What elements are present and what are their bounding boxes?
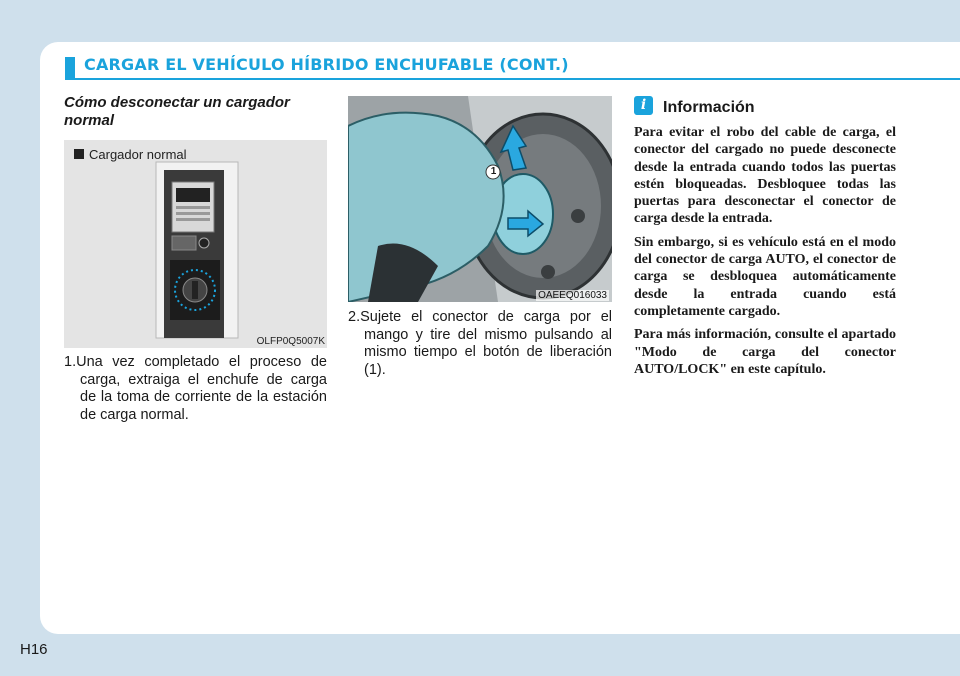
- section-heading: Cómo desconectar un cargador normal: [64, 94, 290, 129]
- header-rule: [65, 78, 960, 80]
- step-1-text: 1.Una vez completado el proceso de carga, extraiga el enchufe de carga de la toma de corriente de la estación de carga normal.: [64, 354, 327, 423]
- info-title: Información: [663, 99, 755, 116]
- page-number: H16: [20, 641, 48, 658]
- header-accent-bar: [65, 57, 75, 78]
- info-paragraph: Para más información, consulte el apartado "Modo de carga del conector AUTO/LOCK" en este capítulo.: [634, 327, 896, 377]
- figure-code: OAEEQ016033: [538, 290, 607, 301]
- step-2-text: 2.Sujete el conector de carga por el mango y tire del mismo pulsando al mismo tiempo el botón de liberación (1).: [348, 309, 612, 378]
- page-title: CARGAR EL VEHÍCULO HÍBRIDO ENCHUFABLE (CONT.): [84, 55, 569, 74]
- figure-caption-text: Cargador normal: [89, 147, 187, 162]
- information-icon: i: [634, 96, 653, 115]
- figure-code: OLFP0Q5007K: [256, 336, 325, 347]
- info-paragraph: Sin embargo, si es vehículo está en el modo del conector de carga AUTO, el conector de carga se desbloquea automáticamente desde la entrada cuando está completamente cargado.: [634, 234, 896, 319]
- connector-removal-illustration: [348, 96, 612, 302]
- charger-station-illustration: [64, 140, 327, 348]
- figure-connector-release: [348, 96, 612, 302]
- figure-normal-charger: [64, 140, 327, 348]
- info-body: [634, 124, 896, 384]
- callout-number: 1: [490, 166, 497, 177]
- info-paragraph: Para evitar el robo del cable de carga, el conector del cargado no puede desconecte desde la entrada cuando todos las puertas estén bloqueadas. Desbloquee todas las puertas para desconectar el conector de carga desde la entrada.: [634, 125, 896, 227]
